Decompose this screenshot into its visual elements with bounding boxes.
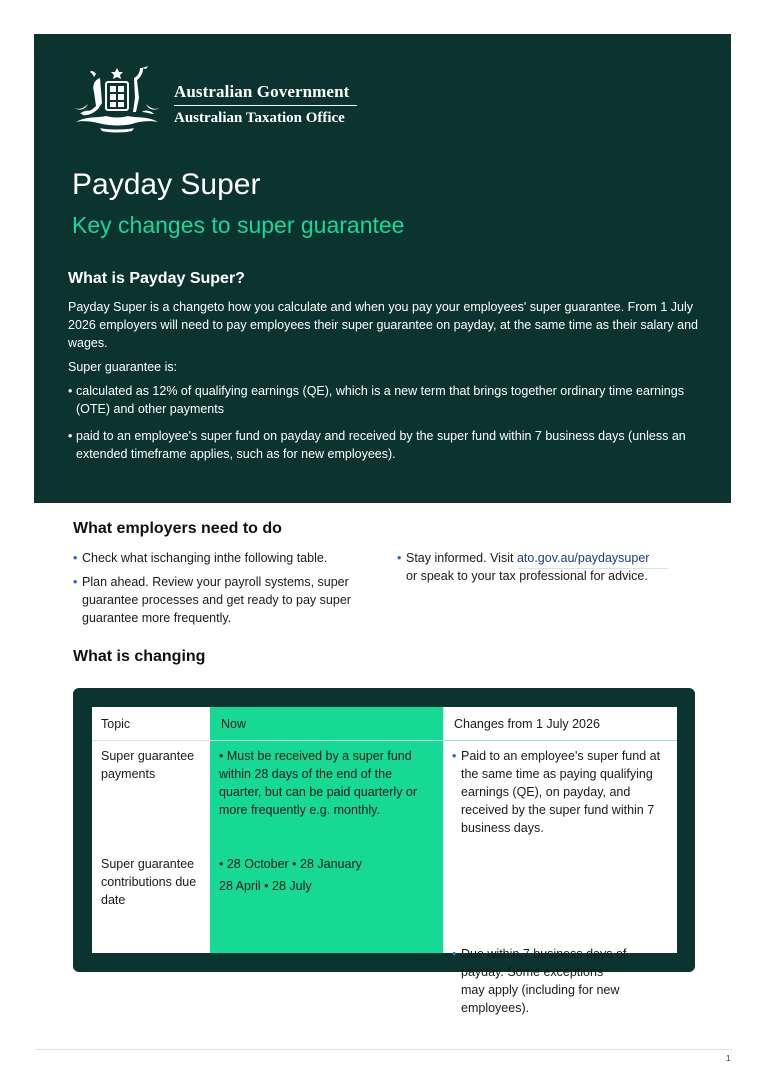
logo-divider — [174, 105, 357, 106]
row1-topic: Super guarantee payments — [101, 749, 195, 781]
row2-change-text: Due within 7 business days of payday. Some exceptions may apply (including for new employees). — [461, 947, 627, 1015]
row2-change — [452, 945, 627, 1017]
employers-right-list — [397, 549, 687, 591]
row1-now: • Must be received by a super fund within 28 days of the end of the quarter, but can be paid quarterly or more frequently e.g. monthly. — [219, 749, 418, 817]
list-item-text: Check what ischanging inthe following table. — [82, 551, 328, 565]
intro-bullet-text: calculated as 12% of qualifying earnings (QE), which is a new term that brings together ordinary time earnings (OTE) and other payments — [76, 384, 684, 416]
bullet-icon: • — [397, 551, 402, 565]
list-item-text: Stay informed. Visit — [406, 551, 517, 565]
row1-change — [452, 747, 670, 837]
header-topic: Topic — [101, 717, 131, 731]
list-item-text: Plan ahead. Review your payroll systems, super guarantee processes and get ready to pay super guarantee more frequently. — [82, 575, 351, 625]
header-divider — [443, 740, 677, 741]
list-item-text: or speak to your tax professional for advice. — [406, 569, 648, 583]
row2-now-line1: • 28 October • 28 January — [219, 857, 362, 871]
intro-bullet — [68, 427, 698, 463]
page-number: 1 — [726, 1054, 731, 1063]
header-now: Now — [221, 717, 247, 731]
gov-wordmark: Australian Government — [174, 82, 350, 101]
list-item — [397, 549, 687, 585]
header-changes: Changes from 1 July 2026 — [454, 717, 600, 731]
sg-label: Super guarantee is: — [68, 360, 178, 374]
changes-table-frame — [73, 688, 695, 1015]
ato-paydaysuper-link[interactable]: ato.gov.au/paydaysuper — [516, 551, 650, 565]
intro-bullet — [68, 382, 698, 418]
changes-heading: What is changing — [73, 648, 206, 665]
changes-table — [92, 707, 677, 1015]
footer-divider — [36, 1049, 732, 1050]
row2-now-line2: 28 April • 28 July — [219, 879, 312, 893]
intro-bullet-text: paid to an employee's super fund on payday and received by the super fund within 7 business days (unless an extended timeframe applies, such as for new employees). — [76, 429, 686, 461]
bullet-icon: • — [73, 551, 78, 565]
intro-heading: What is Payday Super? — [68, 270, 245, 287]
now-column-highlight — [210, 707, 443, 953]
page-subtitle: Key changes to super guarantee — [72, 212, 405, 238]
column-divider — [443, 707, 444, 953]
ato-logo — [70, 64, 370, 136]
bullet-icon: • — [452, 947, 457, 961]
bullet-icon: • — [68, 429, 73, 443]
intro-body — [68, 298, 698, 469]
ato-wordmark: Australian Taxation Office — [174, 110, 345, 126]
list-item — [73, 573, 373, 627]
employers-left-list — [73, 549, 373, 633]
employers-heading: What employers need to do — [73, 520, 282, 537]
link-underline — [518, 568, 668, 569]
bullet-icon: • — [452, 749, 457, 763]
header-banner — [34, 34, 731, 503]
page-title: Payday Super — [72, 168, 261, 201]
row1-change-text: Paid to an employee's super fund at the same time as paying qualifying earnings (QE), on payday, and received by the super fund within 7 business days. — [461, 749, 661, 835]
list-item — [73, 549, 373, 567]
bullet-icon: • — [73, 575, 78, 589]
coat-of-arms-icon — [70, 64, 164, 136]
row2-now — [219, 855, 434, 895]
row2-topic: Super guarantee contributions due date — [101, 857, 197, 907]
intro-paragraph: Payday Super is a changeto how you calculate and when you pay your employees' super guarantee. From 1 July 2026 employers will need to pay employees their super guarantee on payday, at the same time as their salary and wages. — [68, 300, 698, 350]
bullet-icon: • — [68, 384, 73, 398]
